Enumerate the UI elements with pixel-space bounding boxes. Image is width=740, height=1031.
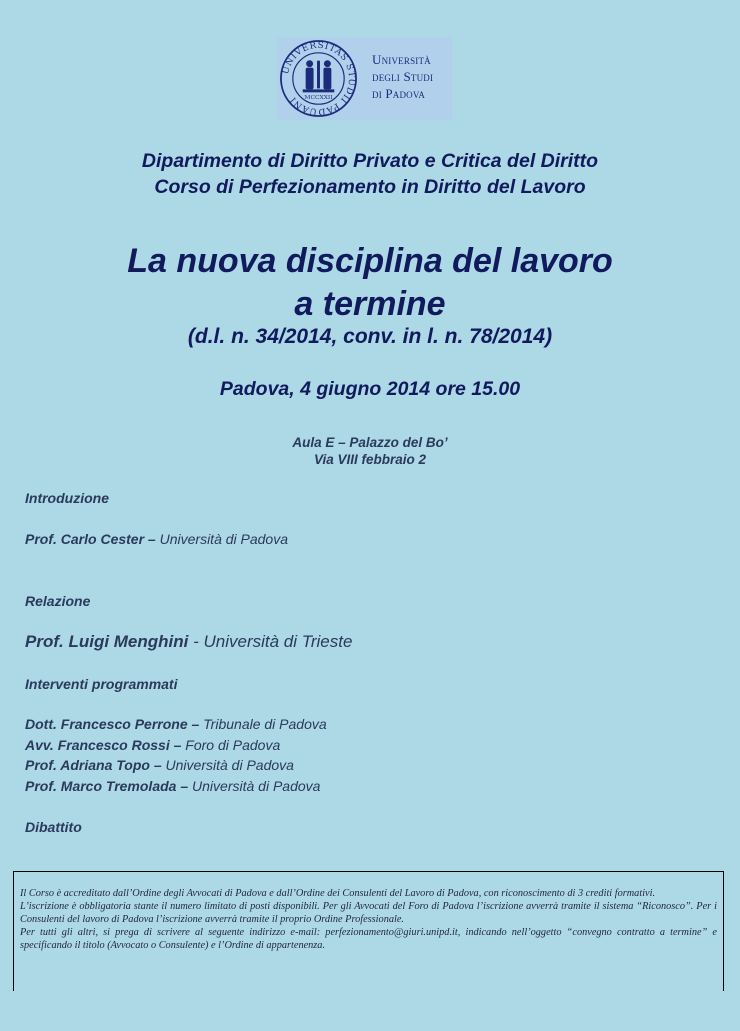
logo-line-2: degli Studi	[372, 69, 434, 84]
accreditation-note: Il Corso è accreditato dall’Ordine degli Avvocati di Padova e dall’Ordine dei Consulenti del Lavoro di Padova, con riconoscimento di 3 crediti formativi.	[20, 888, 656, 899]
event-title	[0, 240, 740, 326]
report-heading: Relazione	[25, 593, 91, 609]
intro-speaker: Prof. Carlo Cester – Università di Padova	[25, 531, 289, 547]
university-seal-icon	[279, 39, 358, 118]
registration-note: L’iscrizione è obbligatoria stante il numero limitato di posti disponibili. Per gli Avvocati del Foro di Padova l’iscrizione avverrà tramite il sistema “Riconosco”. Per i Consulenti del lavoro di Padova l’iscrizione avverrà tramite il proprio Ordine Professionale.	[20, 901, 717, 925]
department-header	[0, 148, 740, 200]
intervention-item: Dott. Francesco Perrone – Tribunale di Padova	[25, 716, 327, 732]
report-speaker: Prof. Luigi Menghini - Università di Trieste	[25, 632, 353, 651]
intervention-item: Avv. Francesco Rossi – Foro di Padova	[25, 737, 281, 753]
logo-line-3: di Padova	[372, 86, 426, 101]
svg-text:UNIVERSITAS STUDII PADUANI: UNIVERSITAS STUDII PADUANI	[281, 40, 357, 117]
event-subtitle: (d.l. n. 34/2014, conv. in l. n. 78/2014)	[187, 325, 553, 348]
venue-room: Aula E – Palazzo del Bo’	[292, 435, 448, 450]
interventions-heading: Interventi programmati	[25, 676, 178, 692]
event-venue	[0, 434, 740, 468]
intervention-item: Prof. Marco Tremolada – Università di Padova	[25, 778, 321, 794]
course-name: Corso di Perfezionamento in Diritto del Lavoro	[154, 176, 586, 198]
intro-heading: Introduzione	[25, 490, 109, 506]
title-line-2: a termine	[294, 285, 446, 323]
svg-text:MCCXXII: MCCXXII	[304, 95, 333, 102]
department-name: Dipartimento di Diritto Privato e Critica del Diritto	[141, 150, 599, 172]
event-date: Padova, 4 giugno 2014 ore 15.00	[219, 378, 521, 400]
venue-address: Via VIII febbraio 2	[313, 452, 427, 467]
university-logo	[277, 37, 452, 120]
university-name	[372, 51, 433, 102]
logo-line-1: Università	[372, 52, 431, 67]
debate-heading: Dibattito	[25, 819, 82, 835]
contact-note: Per tutti gli altri, si prega di scrivere al seguente indirizzo e-mail: perfezionamento@giuri.unipd.it, indicando nell’oggetto “convegno contratto a termine” e specificando il titolo (Avvocato o Consulente) e l’Ordine di appartenenza.	[20, 927, 717, 951]
registration-notes	[13, 871, 724, 991]
title-line-1: La nuova disciplina del lavoro	[127, 242, 613, 280]
intervention-item: Prof. Adriana Topo – Università di Padova	[25, 757, 294, 773]
